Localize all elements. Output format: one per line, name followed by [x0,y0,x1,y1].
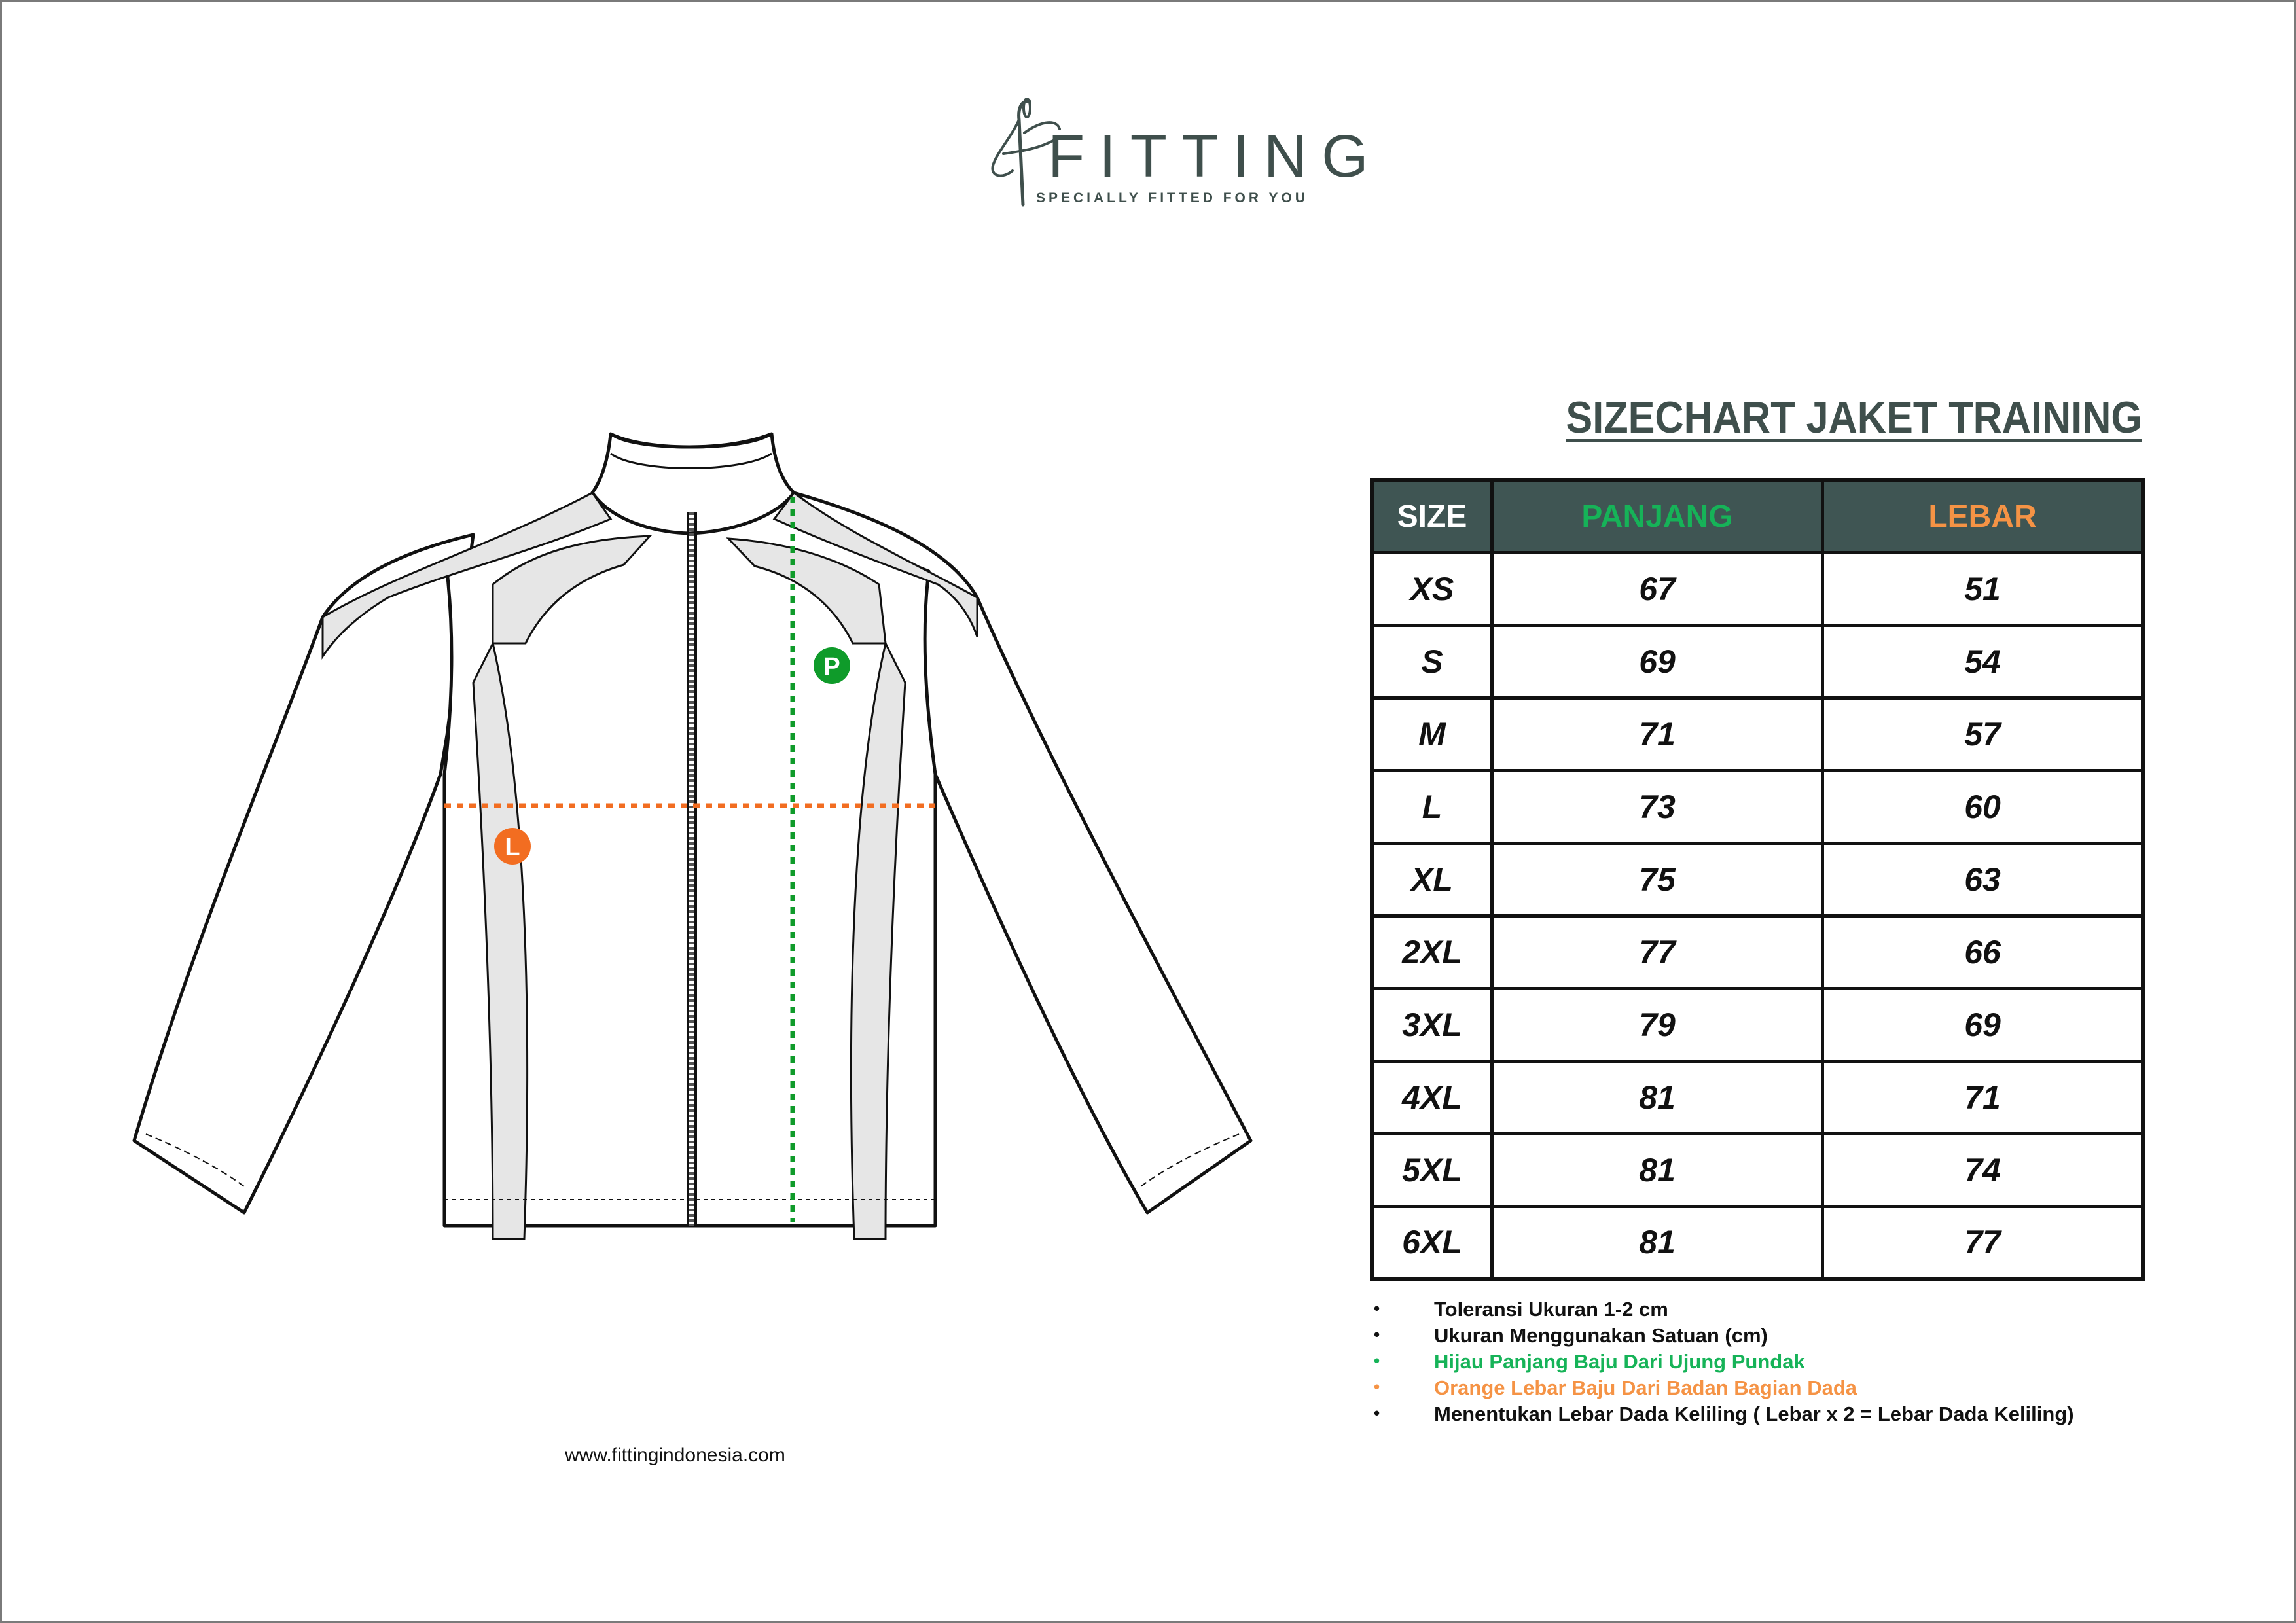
note-item: • Toleransi Ukuran 1-2 cm [1374,1296,2074,1323]
website-link[interactable]: www.fittingindonesia.com [565,1444,785,1466]
cell-lebar: 54 [1823,625,2144,698]
jacket-diagram [126,421,1278,1245]
cell-panjang: 77 [1492,916,1823,988]
cell-size: 3XL [1372,988,1492,1061]
table-header-row [1372,480,2143,552]
header-panjang: PANJANG [1492,480,1823,552]
cell-panjang: 79 [1492,988,1823,1061]
cell-panjang: 69 [1492,625,1823,698]
note-item: • Orange Lebar Baju Dari Badan Bagian Dada [1374,1375,2074,1401]
cell-lebar: 69 [1823,988,2144,1061]
cell-size: S [1372,625,1492,698]
jacket-outline [134,434,1251,1226]
cell-size: M [1372,698,1492,770]
cell-lebar: 57 [1823,698,2144,770]
page-title: SIZECHART JAKET TRAINING [1566,393,2142,442]
cell-panjang: 71 [1492,698,1823,770]
cell-lebar: 51 [1823,552,2144,625]
cell-lebar: 63 [1823,843,2144,916]
lebar-marker: L [505,834,520,861]
notes-list [1374,1296,2074,1427]
cell-lebar: 60 [1823,770,2144,843]
cell-panjang: 81 [1492,1206,1823,1279]
table-row [1372,916,2143,988]
size-table [1370,478,2145,1281]
cell-panjang: 75 [1492,843,1823,916]
table-row [1372,1206,2143,1279]
table-row [1372,1133,2143,1206]
table-row [1372,843,2143,916]
table-row [1372,770,2143,843]
cell-size: 4XL [1372,1061,1492,1133]
table-row [1372,698,2143,770]
cell-size: L [1372,770,1492,843]
note-item: • Hijau Panjang Baju Dari Ujung Pundak [1374,1349,2074,1375]
table-row [1372,552,2143,625]
cell-size: 5XL [1372,1133,1492,1206]
cell-panjang: 81 [1492,1061,1823,1133]
cell-lebar: 71 [1823,1061,2144,1133]
note-item: • Menentukan Lebar Dada Keliling ( Lebar x 2 = Lebar Dada Keliling) [1374,1401,2074,1427]
cell-panjang: 73 [1492,770,1823,843]
table-row [1372,988,2143,1061]
panjang-marker: P [823,653,840,681]
cell-size: XS [1372,552,1492,625]
cell-size: 2XL [1372,916,1492,988]
cell-lebar: 66 [1823,916,2144,988]
brand-tagline: SPECIALLY FITTED FOR YOU [1036,190,1308,205]
table-row [1372,1061,2143,1133]
table-row [1372,625,2143,698]
cell-size: 6XL [1372,1206,1492,1279]
cell-panjang: 67 [1492,552,1823,625]
cell-lebar: 74 [1823,1133,2144,1206]
brand-logo [984,94,1383,218]
cell-lebar: 77 [1823,1206,2144,1279]
note-item: • Ukuran Menggunakan Satuan (cm) [1374,1323,2074,1349]
header-size: SIZE [1372,480,1492,552]
header-lebar: LEBAR [1823,480,2144,552]
cell-size: XL [1372,843,1492,916]
cell-panjang: 81 [1492,1133,1823,1206]
brand-name: FITTING [1048,123,1383,190]
